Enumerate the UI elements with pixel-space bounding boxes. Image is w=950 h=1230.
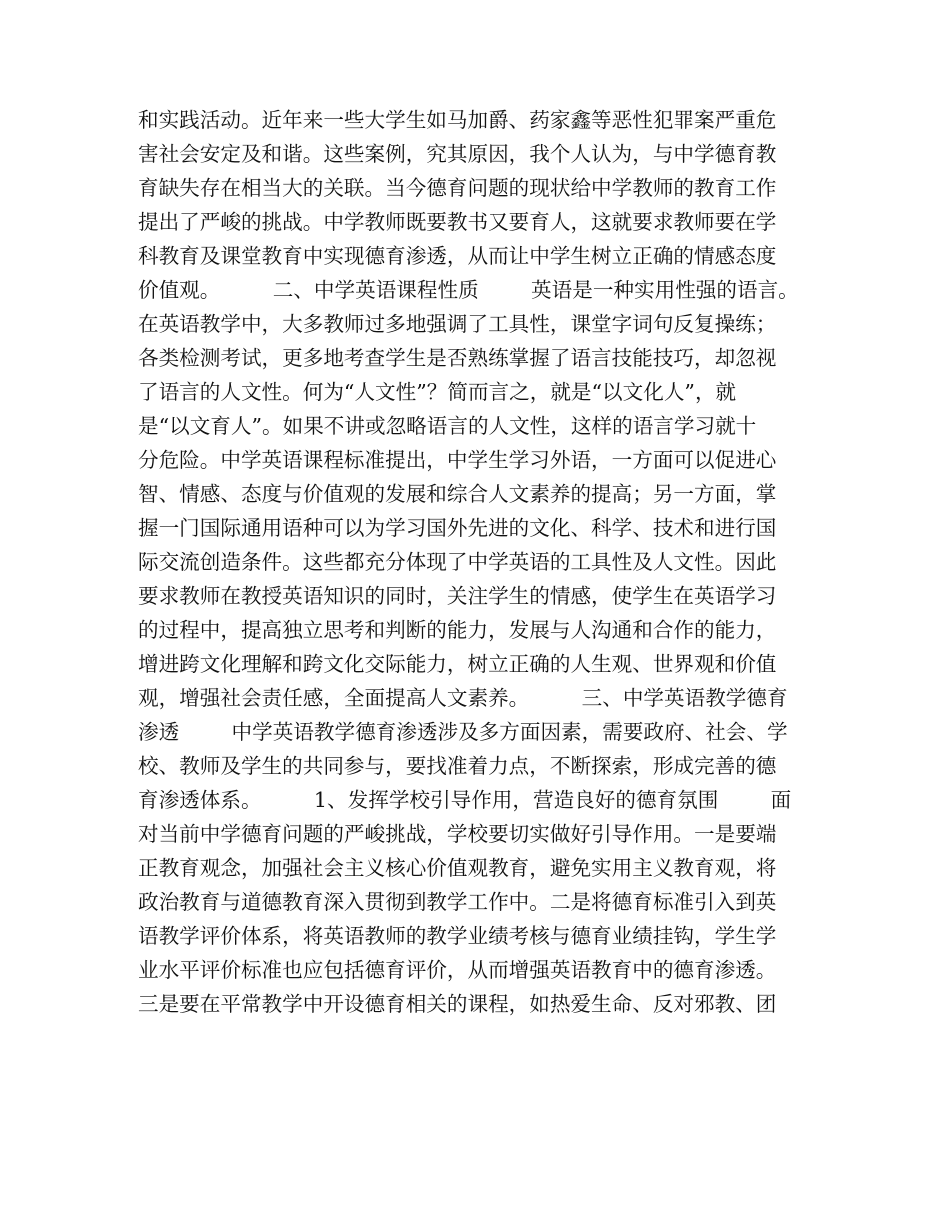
text-line: 智、情感、态度与价值观的发展和综合人文素养的提高；另一方面，掌: [138, 482, 777, 506]
text-line: 校、教师及学生的共同参与，要找准着力点，不断探索，形成完善的德: [138, 754, 777, 778]
text-line: 观，增强社会责任感，全面提高人文素养。 三、中学英语教学德育: [138, 686, 788, 710]
text-line: 要求教师在教授英语知识的同时，关注学生的情感，使学生在英语学习: [138, 584, 777, 608]
text-line: 育渗透体系。 1、发挥学校引导作用，营造良好的德育氛围 面: [138, 788, 792, 812]
text-line: 是“以文育人”。如果不讲或忽略语言的人文性，这样的语言学习就十: [138, 414, 757, 438]
text-line: 正教育观念，加强社会主义核心价值观教育，避免实用主义教育观，将: [138, 856, 777, 880]
text-line: 政治教育与道德教育深入贯彻到教学工作中。二是将德育标准引入到英: [138, 890, 777, 914]
text-line: 际交流创造条件。这些都充分体现了中学英语的工具性及人文性。因此: [138, 550, 777, 574]
text-line: 育缺失存在相当大的关联。当今德育问题的现状给中学教师的教育工作: [138, 176, 777, 200]
text-line: 握一门国际通用语种可以为学习国外先进的文化、科学、技术和进行国: [138, 516, 777, 540]
text-line: 害社会安定及和谐。这些案例，究其原因，我个人认为，与中学德育教: [138, 142, 777, 166]
text-line: 和实践活动。近年来一些大学生如马加爵、药家鑫等恶性犯罪案严重危: [138, 108, 777, 132]
text-line: 提出了严峻的挑战。中学教师既要教书又要育人，这就要求教师要在学: [138, 210, 777, 234]
text-line: 的过程中，提高独立思考和判断的能力，发展与人沟通和合作的能力，: [138, 618, 777, 642]
text-line: 各类检测考试，更多地考查学生是否熟练掌握了语言技能技巧，却忽视: [138, 346, 777, 370]
text-line: 业水平评价标准也应包括德育评价，从而增强英语教育中的德育渗透。: [138, 958, 777, 982]
text-line: 语教学评价体系，将英语教师的教学业绩考核与德育业绩挂钩，学生学: [138, 924, 777, 948]
text-line: 价值观。 二、中学英语课程性质 英语是一种实用性强的语言。: [138, 278, 799, 302]
text-line: 三是要在平常教学中开设德育相关的课程，如热爱生命、反对邪教、团: [138, 992, 777, 1016]
text-line: 对当前中学德育问题的严峻挑战，学校要切实做好引导作用。一是要端: [138, 822, 777, 846]
text-line: 渗透 中学英语教学德育渗透涉及多方面因素，需要政府、社会、学: [138, 720, 788, 744]
text-line: 科教育及课堂教育中实现德育渗透，从而让中学生树立正确的情感态度: [138, 244, 777, 268]
text-line: 增进跨文化理解和跨文化交际能力，树立正确的人生观、世界观和价值: [138, 652, 777, 676]
body-text: [138, 103, 828, 1021]
text-line: 了语言的人文性。何为“人文性”？简而言之，就是“以文化人”，就: [138, 380, 737, 404]
text-line: 分危险。中学英语课程标准提出，中学生学习外语，一方面可以促进心: [138, 448, 777, 472]
text-line: 在英语教学中，大多教师过多地强调了工具性，课堂字词句反复操练；: [138, 312, 777, 336]
